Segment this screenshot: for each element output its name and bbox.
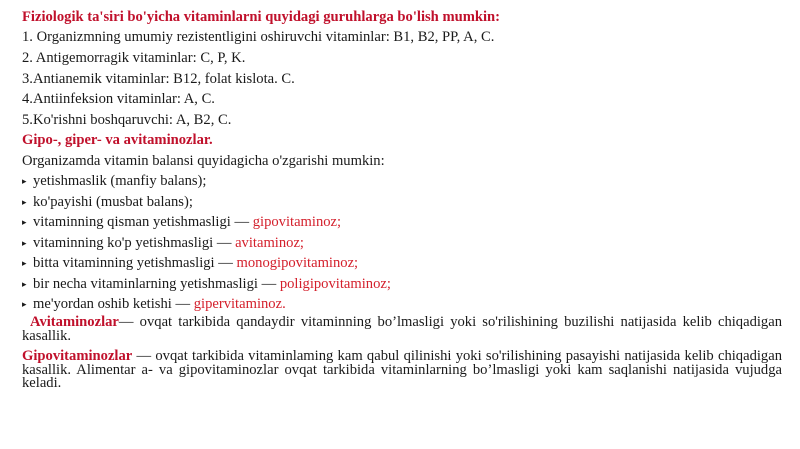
bullet-item [22, 295, 286, 313]
group-item-5: 5.Ko'rishni boshqaruvchi: A, B2, C. [22, 112, 232, 128]
definition-gipovitaminoz [22, 350, 782, 391]
group-item-2: 2. Antigemorragik vitaminlar: C, P, K. [22, 50, 246, 66]
definition-term: Avitaminozlar [30, 314, 119, 330]
bullet-text: vitaminning qisman yetishmasligi — [33, 214, 253, 230]
section2-title: Gipo-, giper- va avitaminozlar. [22, 132, 213, 148]
bullet-item [22, 213, 341, 231]
bullet-item [22, 193, 193, 211]
bullet-arrow-icon: ▸ [22, 279, 27, 289]
bullet-text: ko'payishi (musbat balans); [33, 194, 193, 210]
bullet-arrow-icon: ▸ [22, 258, 27, 268]
bullet-item [22, 254, 358, 272]
bullet-arrow-icon: ▸ [22, 197, 27, 207]
bullet-item [22, 275, 391, 293]
bullet-term: poligipovitaminoz; [279, 276, 391, 292]
bullet-arrow-icon: ▸ [22, 217, 27, 227]
bullet-term: avitaminoz; [235, 235, 304, 251]
section-title: Fiziologik ta'siri bo'yicha vitaminlarni quyidagi guruhlarga bo'lish mumkin: [22, 9, 501, 25]
bullet-item [22, 172, 206, 190]
bullet-arrow-icon: ▸ [22, 176, 27, 186]
bullet-term: monogipovitaminoz; [236, 255, 359, 271]
definition-text: — ovqat tarkibida qandaydir vitaminning bo’lmasligi yoki so'rilishining buzilishi natijasida kelib chiqadigan kasallik. [22, 314, 782, 344]
group-item-3: 3.Antianemik vitaminlar: B12, folat kislota. C. [22, 71, 295, 87]
definition-text: — ovqat tarkibida vitaminlaming kam qabul qilinishi yoki so'rilishining pasayishi natijasida kelib chiqadigan kasallik. Alimentar a- va gipovitaminozlar ovqat tarkibida vitaminlarning bo’lmasligi yoki kam saqlanishi natijasida vujudga keladi. [22, 348, 782, 391]
intro-text: Organizamda vitamin balansi quyidagicha o'zgarishi mumkin: [22, 153, 385, 169]
definition-term: Gipovitaminozlar [22, 348, 133, 364]
definition-avitaminoz [22, 316, 782, 343]
bullet-arrow-icon: ▸ [22, 238, 27, 248]
bullet-text: vitaminning ko'p yetishmasligi — [33, 235, 236, 251]
bullet-text: yetishmaslik (manfiy balans); [33, 173, 207, 189]
bullet-text: bir necha vitaminlarning yetishmasligi — [33, 276, 280, 292]
group-item-1: 1. Organizmning umumiy rezistentligini oshiruvchi vitaminlar: B1, B2, PP, A, C. [22, 29, 495, 45]
bullet-text: me'yordan oshib ketishi — [33, 296, 194, 312]
bullet-arrow-icon: ▸ [22, 299, 27, 309]
bullet-term: gipovitaminoz; [252, 214, 342, 230]
group-item-4: 4.Antiinfeksion vitaminlar: A, C. [22, 91, 215, 107]
bullet-text: bitta vitaminning yetishmasligi — [33, 255, 237, 271]
bullet-item [22, 234, 304, 252]
bullet-term: gipervitaminoz. [193, 296, 286, 312]
